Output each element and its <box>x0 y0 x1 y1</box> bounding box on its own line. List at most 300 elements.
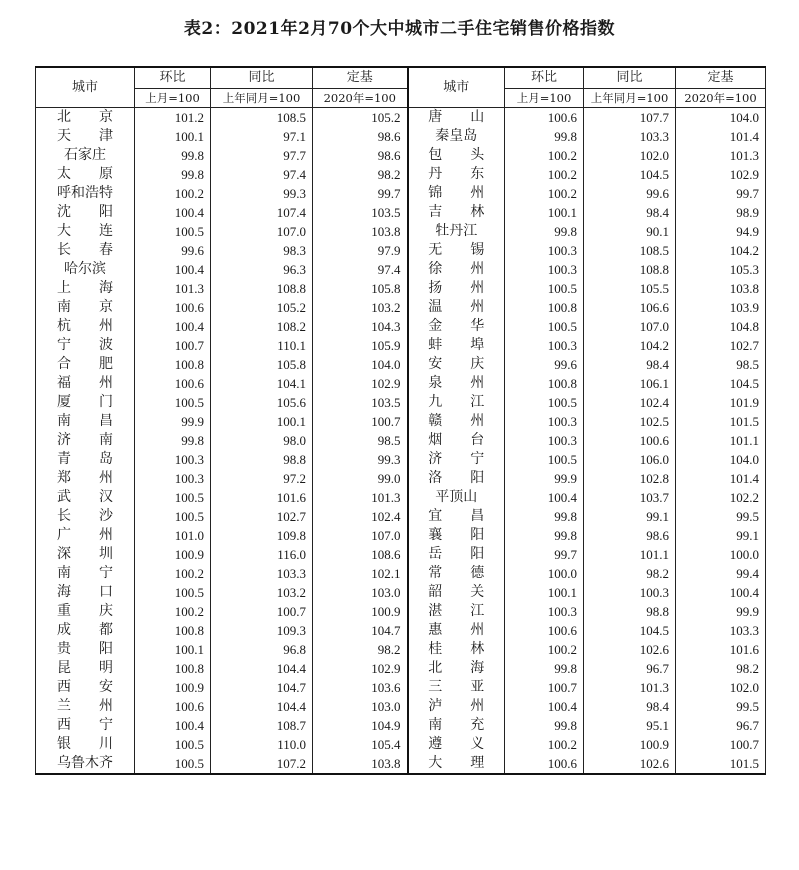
cell-city-left: 银 川 <box>36 735 135 754</box>
cell-yoy-right: 106.6 <box>584 298 676 317</box>
cell-yoy-left: 107.0 <box>211 222 313 241</box>
cell-city-right: 锦 州 <box>408 184 505 203</box>
cell-mom-left: 99.8 <box>135 165 211 184</box>
table-row <box>36 279 766 298</box>
cell-mom-left: 100.6 <box>135 298 211 317</box>
cell-mom-left: 100.2 <box>135 184 211 203</box>
header-base-right: 定基 <box>676 67 766 89</box>
cell-base-left: 105.8 <box>313 279 408 298</box>
cell-city-left: 合 肥 <box>36 355 135 374</box>
cell-yoy-left: 108.8 <box>211 279 313 298</box>
header-city-left: 城市 <box>36 67 135 108</box>
cell-city-left: 重 庆 <box>36 602 135 621</box>
cell-mom-left: 100.5 <box>135 735 211 754</box>
cell-city-left: 天 津 <box>36 127 135 146</box>
cell-mom-left: 99.6 <box>135 241 211 260</box>
table-row <box>36 735 766 754</box>
cell-city-left: 乌鲁木齐 <box>36 754 135 774</box>
cell-base-right: 101.1 <box>676 431 766 450</box>
cell-city-left: 贵 阳 <box>36 640 135 659</box>
table-body <box>36 108 766 775</box>
cell-mom-left: 100.2 <box>135 602 211 621</box>
header-city-right: 城市 <box>408 67 505 108</box>
cell-city-right: 宜 昌 <box>408 507 505 526</box>
cell-city-right: 桂 林 <box>408 640 505 659</box>
table-row <box>36 260 766 279</box>
cell-city-right: 遵 义 <box>408 735 505 754</box>
cell-mom-left: 101.3 <box>135 279 211 298</box>
cell-city-left: 广 州 <box>36 526 135 545</box>
cell-city-right: 岳 阳 <box>408 545 505 564</box>
cell-base-left: 98.6 <box>313 146 408 165</box>
cell-yoy-left: 103.2 <box>211 583 313 602</box>
cell-city-left: 哈尔滨 <box>36 260 135 279</box>
cell-yoy-right: 98.4 <box>584 697 676 716</box>
cell-base-left: 105.4 <box>313 735 408 754</box>
cell-base-left: 102.9 <box>313 374 408 393</box>
table-title: 表2：2021年2月70个大中城市二手住宅销售价格指数 <box>183 19 616 39</box>
cell-yoy-right: 108.8 <box>584 260 676 279</box>
cell-mom-right: 100.5 <box>505 279 584 298</box>
cell-city-left: 昆 明 <box>36 659 135 678</box>
cell-base-left: 100.7 <box>313 412 408 431</box>
cell-base-right: 101.6 <box>676 640 766 659</box>
cell-city-left: 北 京 <box>36 108 135 128</box>
cell-yoy-right: 96.7 <box>584 659 676 678</box>
cell-mom-left: 100.9 <box>135 678 211 697</box>
cell-city-left: 太 原 <box>36 165 135 184</box>
cell-yoy-left: 103.3 <box>211 564 313 583</box>
cell-base-left: 99.0 <box>313 469 408 488</box>
cell-mom-right: 100.2 <box>505 184 584 203</box>
cell-yoy-left: 105.8 <box>211 355 313 374</box>
cell-city-right: 徐 州 <box>408 260 505 279</box>
cell-mom-left: 99.9 <box>135 412 211 431</box>
cell-base-left: 101.3 <box>313 488 408 507</box>
cell-yoy-left: 107.4 <box>211 203 313 222</box>
cell-base-right: 99.1 <box>676 526 766 545</box>
cell-mom-left: 100.5 <box>135 583 211 602</box>
cell-city-left: 大 连 <box>36 222 135 241</box>
header-base-left: 定基 <box>313 67 408 89</box>
cell-city-right: 九 江 <box>408 393 505 412</box>
cell-base-left: 103.8 <box>313 754 408 774</box>
cell-mom-left: 100.8 <box>135 659 211 678</box>
cell-city-right: 吉 林 <box>408 203 505 222</box>
cell-yoy-right: 106.1 <box>584 374 676 393</box>
cell-mom-left: 100.9 <box>135 545 211 564</box>
cell-mom-right: 99.8 <box>505 507 584 526</box>
cell-yoy-left: 100.1 <box>211 412 313 431</box>
cell-yoy-right: 100.6 <box>584 431 676 450</box>
cell-city-left: 成 都 <box>36 621 135 640</box>
cell-mom-right: 100.3 <box>505 241 584 260</box>
cell-city-left: 青 岛 <box>36 450 135 469</box>
cell-mom-right: 100.3 <box>505 602 584 621</box>
table-row <box>36 165 766 184</box>
cell-yoy-right: 102.6 <box>584 754 676 774</box>
cell-yoy-left: 107.2 <box>211 754 313 774</box>
cell-mom-right: 99.8 <box>505 659 584 678</box>
cell-yoy-left: 108.5 <box>211 108 313 128</box>
cell-base-right: 105.3 <box>676 260 766 279</box>
cell-yoy-right: 101.1 <box>584 545 676 564</box>
cell-yoy-left: 104.1 <box>211 374 313 393</box>
cell-mom-right: 99.8 <box>505 716 584 735</box>
cell-city-left: 济 南 <box>36 431 135 450</box>
cell-yoy-left: 97.2 <box>211 469 313 488</box>
cell-yoy-left: 98.8 <box>211 450 313 469</box>
table-row <box>36 317 766 336</box>
cell-city-left: 武 汉 <box>36 488 135 507</box>
cell-base-left: 104.3 <box>313 317 408 336</box>
cell-base-left: 103.6 <box>313 678 408 697</box>
header-yoy-left: 同比 <box>211 67 313 89</box>
cell-city-right: 韶 关 <box>408 583 505 602</box>
cell-city-left: 南 宁 <box>36 564 135 583</box>
table-row <box>36 754 766 774</box>
table-row <box>36 507 766 526</box>
cell-yoy-left: 109.8 <box>211 526 313 545</box>
cell-base-left: 104.9 <box>313 716 408 735</box>
cell-city-left: 呼和浩特 <box>36 184 135 203</box>
cell-base-right: 96.7 <box>676 716 766 735</box>
cell-yoy-right: 99.6 <box>584 184 676 203</box>
cell-city-left: 上 海 <box>36 279 135 298</box>
header-yoy-right: 同比 <box>584 67 676 89</box>
cell-base-right: 101.5 <box>676 754 766 774</box>
cell-city-left: 石家庄 <box>36 146 135 165</box>
cell-yoy-left: 101.6 <box>211 488 313 507</box>
table-row <box>36 640 766 659</box>
cell-base-left: 98.2 <box>313 165 408 184</box>
cell-mom-right: 100.8 <box>505 374 584 393</box>
cell-base-left: 103.0 <box>313 583 408 602</box>
table-row <box>36 393 766 412</box>
cell-base-right: 104.0 <box>676 108 766 128</box>
cell-city-right: 南 充 <box>408 716 505 735</box>
cell-yoy-left: 102.7 <box>211 507 313 526</box>
cell-mom-left: 100.2 <box>135 564 211 583</box>
cell-yoy-right: 101.3 <box>584 678 676 697</box>
cell-base-left: 99.3 <box>313 450 408 469</box>
cell-yoy-right: 104.2 <box>584 336 676 355</box>
cell-yoy-left: 104.7 <box>211 678 313 697</box>
cell-city-left: 西 宁 <box>36 716 135 735</box>
cell-yoy-left: 108.2 <box>211 317 313 336</box>
cell-city-right: 蚌 埠 <box>408 336 505 355</box>
cell-yoy-left: 110.0 <box>211 735 313 754</box>
cell-mom-right: 100.5 <box>505 317 584 336</box>
cell-yoy-left: 97.7 <box>211 146 313 165</box>
cell-base-right: 102.7 <box>676 336 766 355</box>
cell-base-left: 105.9 <box>313 336 408 355</box>
cell-base-right: 103.3 <box>676 621 766 640</box>
cell-mom-right: 100.5 <box>505 450 584 469</box>
cell-mom-right: 100.6 <box>505 754 584 774</box>
cell-city-right: 无 锡 <box>408 241 505 260</box>
cell-mom-left: 100.1 <box>135 127 211 146</box>
table-row <box>36 298 766 317</box>
cell-base-left: 103.2 <box>313 298 408 317</box>
cell-yoy-right: 98.4 <box>584 355 676 374</box>
cell-base-right: 100.7 <box>676 735 766 754</box>
cell-city-right: 温 州 <box>408 298 505 317</box>
cell-mom-right: 99.8 <box>505 222 584 241</box>
cell-yoy-right: 100.3 <box>584 583 676 602</box>
cell-city-right: 湛 江 <box>408 602 505 621</box>
cell-yoy-left: 110.1 <box>211 336 313 355</box>
cell-base-right: 104.2 <box>676 241 766 260</box>
cell-city-right: 秦皇岛 <box>408 127 505 146</box>
cell-city-right: 济 宁 <box>408 450 505 469</box>
cell-base-left: 98.5 <box>313 431 408 450</box>
cell-city-left: 南 京 <box>36 298 135 317</box>
cell-mom-right: 100.1 <box>505 203 584 222</box>
cell-mom-left: 100.8 <box>135 355 211 374</box>
cell-yoy-left: 98.3 <box>211 241 313 260</box>
cell-yoy-right: 99.1 <box>584 507 676 526</box>
cell-yoy-left: 97.4 <box>211 165 313 184</box>
cell-yoy-right: 108.5 <box>584 241 676 260</box>
table-row <box>36 355 766 374</box>
cell-mom-left: 101.0 <box>135 526 211 545</box>
table-row <box>36 336 766 355</box>
cell-city-right: 金 华 <box>408 317 505 336</box>
cell-city-left: 兰 州 <box>36 697 135 716</box>
table-row <box>36 108 766 128</box>
cell-city-right: 扬 州 <box>408 279 505 298</box>
cell-yoy-left: 96.8 <box>211 640 313 659</box>
cell-base-left: 103.0 <box>313 697 408 716</box>
cell-mom-left: 100.4 <box>135 317 211 336</box>
table-row <box>36 184 766 203</box>
cell-city-left: 厦 门 <box>36 393 135 412</box>
cell-yoy-right: 107.7 <box>584 108 676 128</box>
table-row <box>36 374 766 393</box>
cell-city-right: 泸 州 <box>408 697 505 716</box>
cell-base-right: 101.5 <box>676 412 766 431</box>
cell-city-left: 沈 阳 <box>36 203 135 222</box>
cell-base-left: 104.7 <box>313 621 408 640</box>
cell-mom-left: 101.2 <box>135 108 211 128</box>
cell-base-right: 100.4 <box>676 583 766 602</box>
table-row <box>36 716 766 735</box>
table-row <box>36 146 766 165</box>
header-mom-left: 环比 <box>135 67 211 89</box>
cell-yoy-left: 104.4 <box>211 659 313 678</box>
cell-yoy-right: 102.0 <box>584 146 676 165</box>
cell-base-left: 100.9 <box>313 602 408 621</box>
cell-mom-right: 100.2 <box>505 735 584 754</box>
cell-base-right: 104.8 <box>676 317 766 336</box>
cell-base-left: 98.2 <box>313 640 408 659</box>
cell-city-right: 襄 阳 <box>408 526 505 545</box>
cell-yoy-left: 108.7 <box>211 716 313 735</box>
cell-mom-right: 100.4 <box>505 488 584 507</box>
cell-city-right: 洛 阳 <box>408 469 505 488</box>
cell-yoy-left: 100.7 <box>211 602 313 621</box>
cell-mom-right: 100.3 <box>505 412 584 431</box>
cell-yoy-left: 116.0 <box>211 545 313 564</box>
cell-city-right: 三 亚 <box>408 678 505 697</box>
cell-city-right: 牡丹江 <box>408 222 505 241</box>
cell-yoy-left: 104.4 <box>211 697 313 716</box>
cell-base-right: 100.0 <box>676 545 766 564</box>
table-row <box>36 469 766 488</box>
cell-base-left: 105.2 <box>313 108 408 128</box>
cell-mom-left: 100.6 <box>135 697 211 716</box>
cell-yoy-left: 96.3 <box>211 260 313 279</box>
cell-yoy-right: 103.7 <box>584 488 676 507</box>
cell-mom-left: 100.3 <box>135 469 211 488</box>
table-row <box>36 659 766 678</box>
cell-mom-left: 100.3 <box>135 450 211 469</box>
table-row <box>36 678 766 697</box>
cell-mom-right: 99.8 <box>505 526 584 545</box>
table-row <box>36 583 766 602</box>
cell-mom-right: 100.3 <box>505 336 584 355</box>
cell-mom-left: 100.8 <box>135 621 211 640</box>
cell-yoy-right: 107.0 <box>584 317 676 336</box>
table-row <box>36 602 766 621</box>
cell-yoy-right: 95.1 <box>584 716 676 735</box>
header-mom-right: 环比 <box>505 67 584 89</box>
cell-mom-left: 100.5 <box>135 488 211 507</box>
cell-yoy-right: 90.1 <box>584 222 676 241</box>
cell-mom-left: 99.8 <box>135 431 211 450</box>
cell-yoy-right: 102.4 <box>584 393 676 412</box>
cell-city-left: 宁 波 <box>36 336 135 355</box>
cell-base-left: 103.5 <box>313 393 408 412</box>
price-index-table <box>35 66 766 775</box>
cell-yoy-left: 105.6 <box>211 393 313 412</box>
cell-city-right: 烟 台 <box>408 431 505 450</box>
cell-yoy-left: 105.2 <box>211 298 313 317</box>
cell-mom-left: 100.4 <box>135 260 211 279</box>
cell-city-right: 丹 东 <box>408 165 505 184</box>
cell-mom-left: 100.1 <box>135 640 211 659</box>
cell-yoy-right: 104.5 <box>584 621 676 640</box>
cell-base-right: 99.7 <box>676 184 766 203</box>
cell-base-right: 99.5 <box>676 507 766 526</box>
cell-base-left: 103.8 <box>313 222 408 241</box>
cell-yoy-right: 98.4 <box>584 203 676 222</box>
cell-mom-right: 100.2 <box>505 640 584 659</box>
cell-mom-left: 100.5 <box>135 393 211 412</box>
cell-base-right: 101.4 <box>676 127 766 146</box>
cell-yoy-left: 109.3 <box>211 621 313 640</box>
cell-base-right: 99.4 <box>676 564 766 583</box>
cell-mom-right: 100.2 <box>505 146 584 165</box>
cell-city-right: 惠 州 <box>408 621 505 640</box>
cell-city-right: 大 理 <box>408 754 505 774</box>
cell-city-right: 包 头 <box>408 146 505 165</box>
cell-city-left: 南 昌 <box>36 412 135 431</box>
cell-yoy-right: 103.3 <box>584 127 676 146</box>
cell-base-left: 104.0 <box>313 355 408 374</box>
cell-mom-right: 99.7 <box>505 545 584 564</box>
cell-city-right: 常 德 <box>408 564 505 583</box>
cell-yoy-right: 105.5 <box>584 279 676 298</box>
cell-yoy-right: 106.0 <box>584 450 676 469</box>
cell-base-left: 108.6 <box>313 545 408 564</box>
cell-mom-right: 100.1 <box>505 583 584 602</box>
cell-base-left: 99.7 <box>313 184 408 203</box>
cell-city-right: 北 海 <box>408 659 505 678</box>
cell-base-right: 101.4 <box>676 469 766 488</box>
cell-city-right: 安 庆 <box>408 355 505 374</box>
cell-base-right: 98.9 <box>676 203 766 222</box>
cell-base-right: 101.3 <box>676 146 766 165</box>
cell-mom-right: 100.2 <box>505 165 584 184</box>
cell-mom-right: 99.6 <box>505 355 584 374</box>
cell-mom-left: 99.8 <box>135 146 211 165</box>
cell-yoy-right: 98.2 <box>584 564 676 583</box>
table-row <box>36 127 766 146</box>
cell-base-right: 99.9 <box>676 602 766 621</box>
cell-base-right: 104.0 <box>676 450 766 469</box>
cell-mom-right: 100.3 <box>505 431 584 450</box>
table-row <box>36 412 766 431</box>
cell-mom-right: 100.7 <box>505 678 584 697</box>
cell-base-right: 98.2 <box>676 659 766 678</box>
subheader-mom-left: 上月=100 <box>135 89 211 108</box>
cell-yoy-right: 98.6 <box>584 526 676 545</box>
table-row <box>36 431 766 450</box>
table-row <box>36 564 766 583</box>
cell-base-right: 94.9 <box>676 222 766 241</box>
cell-mom-left: 100.5 <box>135 507 211 526</box>
cell-mom-right: 100.8 <box>505 298 584 317</box>
cell-mom-right: 100.3 <box>505 260 584 279</box>
subheader-yoy-right: 上年同月=100 <box>584 89 676 108</box>
cell-base-right: 99.5 <box>676 697 766 716</box>
cell-mom-right: 99.8 <box>505 127 584 146</box>
cell-base-right: 102.9 <box>676 165 766 184</box>
table-row <box>36 241 766 260</box>
cell-base-right: 98.5 <box>676 355 766 374</box>
cell-city-left: 海 口 <box>36 583 135 602</box>
cell-yoy-right: 98.8 <box>584 602 676 621</box>
subheader-base-right: 2020年=100 <box>676 89 766 108</box>
table-row <box>36 450 766 469</box>
table-row <box>36 545 766 564</box>
cell-base-left: 102.1 <box>313 564 408 583</box>
cell-base-left: 98.6 <box>313 127 408 146</box>
table-row <box>36 697 766 716</box>
cell-yoy-right: 104.5 <box>584 165 676 184</box>
cell-base-right: 102.2 <box>676 488 766 507</box>
cell-base-left: 97.9 <box>313 241 408 260</box>
cell-city-left: 福 州 <box>36 374 135 393</box>
cell-mom-right: 100.6 <box>505 621 584 640</box>
cell-mom-left: 100.4 <box>135 716 211 735</box>
cell-mom-right: 100.4 <box>505 697 584 716</box>
subheader-yoy-left: 上年同月=100 <box>211 89 313 108</box>
cell-city-left: 西 安 <box>36 678 135 697</box>
cell-city-left: 长 沙 <box>36 507 135 526</box>
cell-mom-left: 100.6 <box>135 374 211 393</box>
cell-city-right: 泉 州 <box>408 374 505 393</box>
cell-city-right: 平顶山 <box>408 488 505 507</box>
cell-base-right: 101.9 <box>676 393 766 412</box>
cell-base-left: 97.4 <box>313 260 408 279</box>
cell-mom-right: 99.9 <box>505 469 584 488</box>
cell-yoy-left: 99.3 <box>211 184 313 203</box>
cell-city-left: 长 春 <box>36 241 135 260</box>
table-row <box>36 488 766 507</box>
